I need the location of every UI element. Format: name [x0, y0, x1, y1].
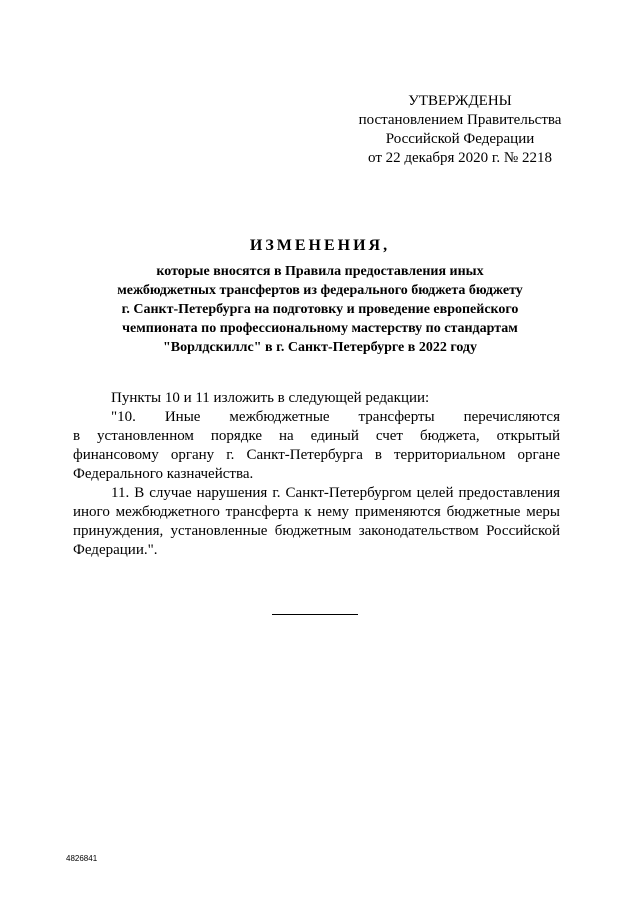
paragraph-11-line: иного межбюджетного трансферта к нему применяются бюджетные меры: [73, 504, 560, 520]
paragraph-11-line: принуждения, установленные бюджетным законодательством Российской: [73, 523, 560, 539]
subtitle-line: "Ворлдскиллс" в г. Санкт-Петербурге в 2022 году: [162, 340, 477, 355]
intro-paragraph: Пункты 10 и 11 изложить в следующей редакции:: [111, 390, 430, 406]
paragraph-11-line: Федерации.".: [73, 542, 158, 558]
approval-date: от 22 декабря 2020 г. № 2218: [368, 150, 552, 166]
document-body: [73, 389, 560, 560]
approval-line: постановлением Правительства: [358, 112, 562, 128]
subtitle-line: межбюджетных трансфертов из федерального бюджета бюджету: [117, 283, 523, 298]
paragraph-10-line: "10. Иные межбюджетные трансферты перечисляются: [111, 409, 560, 425]
paragraph-10-line: финансовому органу г. Санкт-Петербурга в территориальном органе: [73, 447, 560, 463]
approval-block: [330, 92, 590, 168]
approval-title: УТВЕРЖДЕНЫ: [408, 93, 512, 109]
approval-line: Российской Федерации: [385, 131, 535, 147]
subtitle-line: чемпионата по профессиональному мастерству по стандартам: [122, 321, 518, 336]
document-subtitle: [70, 262, 570, 357]
document-heading: ИЗМЕНЕНИЯ,: [249, 237, 391, 254]
document-number: 4826841: [66, 854, 98, 863]
subtitle-line: которые вносятся в Правила предоставления иных: [156, 264, 484, 279]
end-divider: [272, 614, 358, 615]
paragraph-10-line: в установленном порядке на единый счет бюджета, открытый: [73, 428, 560, 444]
subtitle-line: г. Санкт-Петербурга на подготовку и проведение европейского: [121, 302, 519, 317]
paragraph-10-line: Федерального казначейства.: [73, 466, 254, 482]
paragraph-11-line: 11. В случае нарушения г. Санкт-Петербургом целей предоставления: [111, 485, 560, 501]
